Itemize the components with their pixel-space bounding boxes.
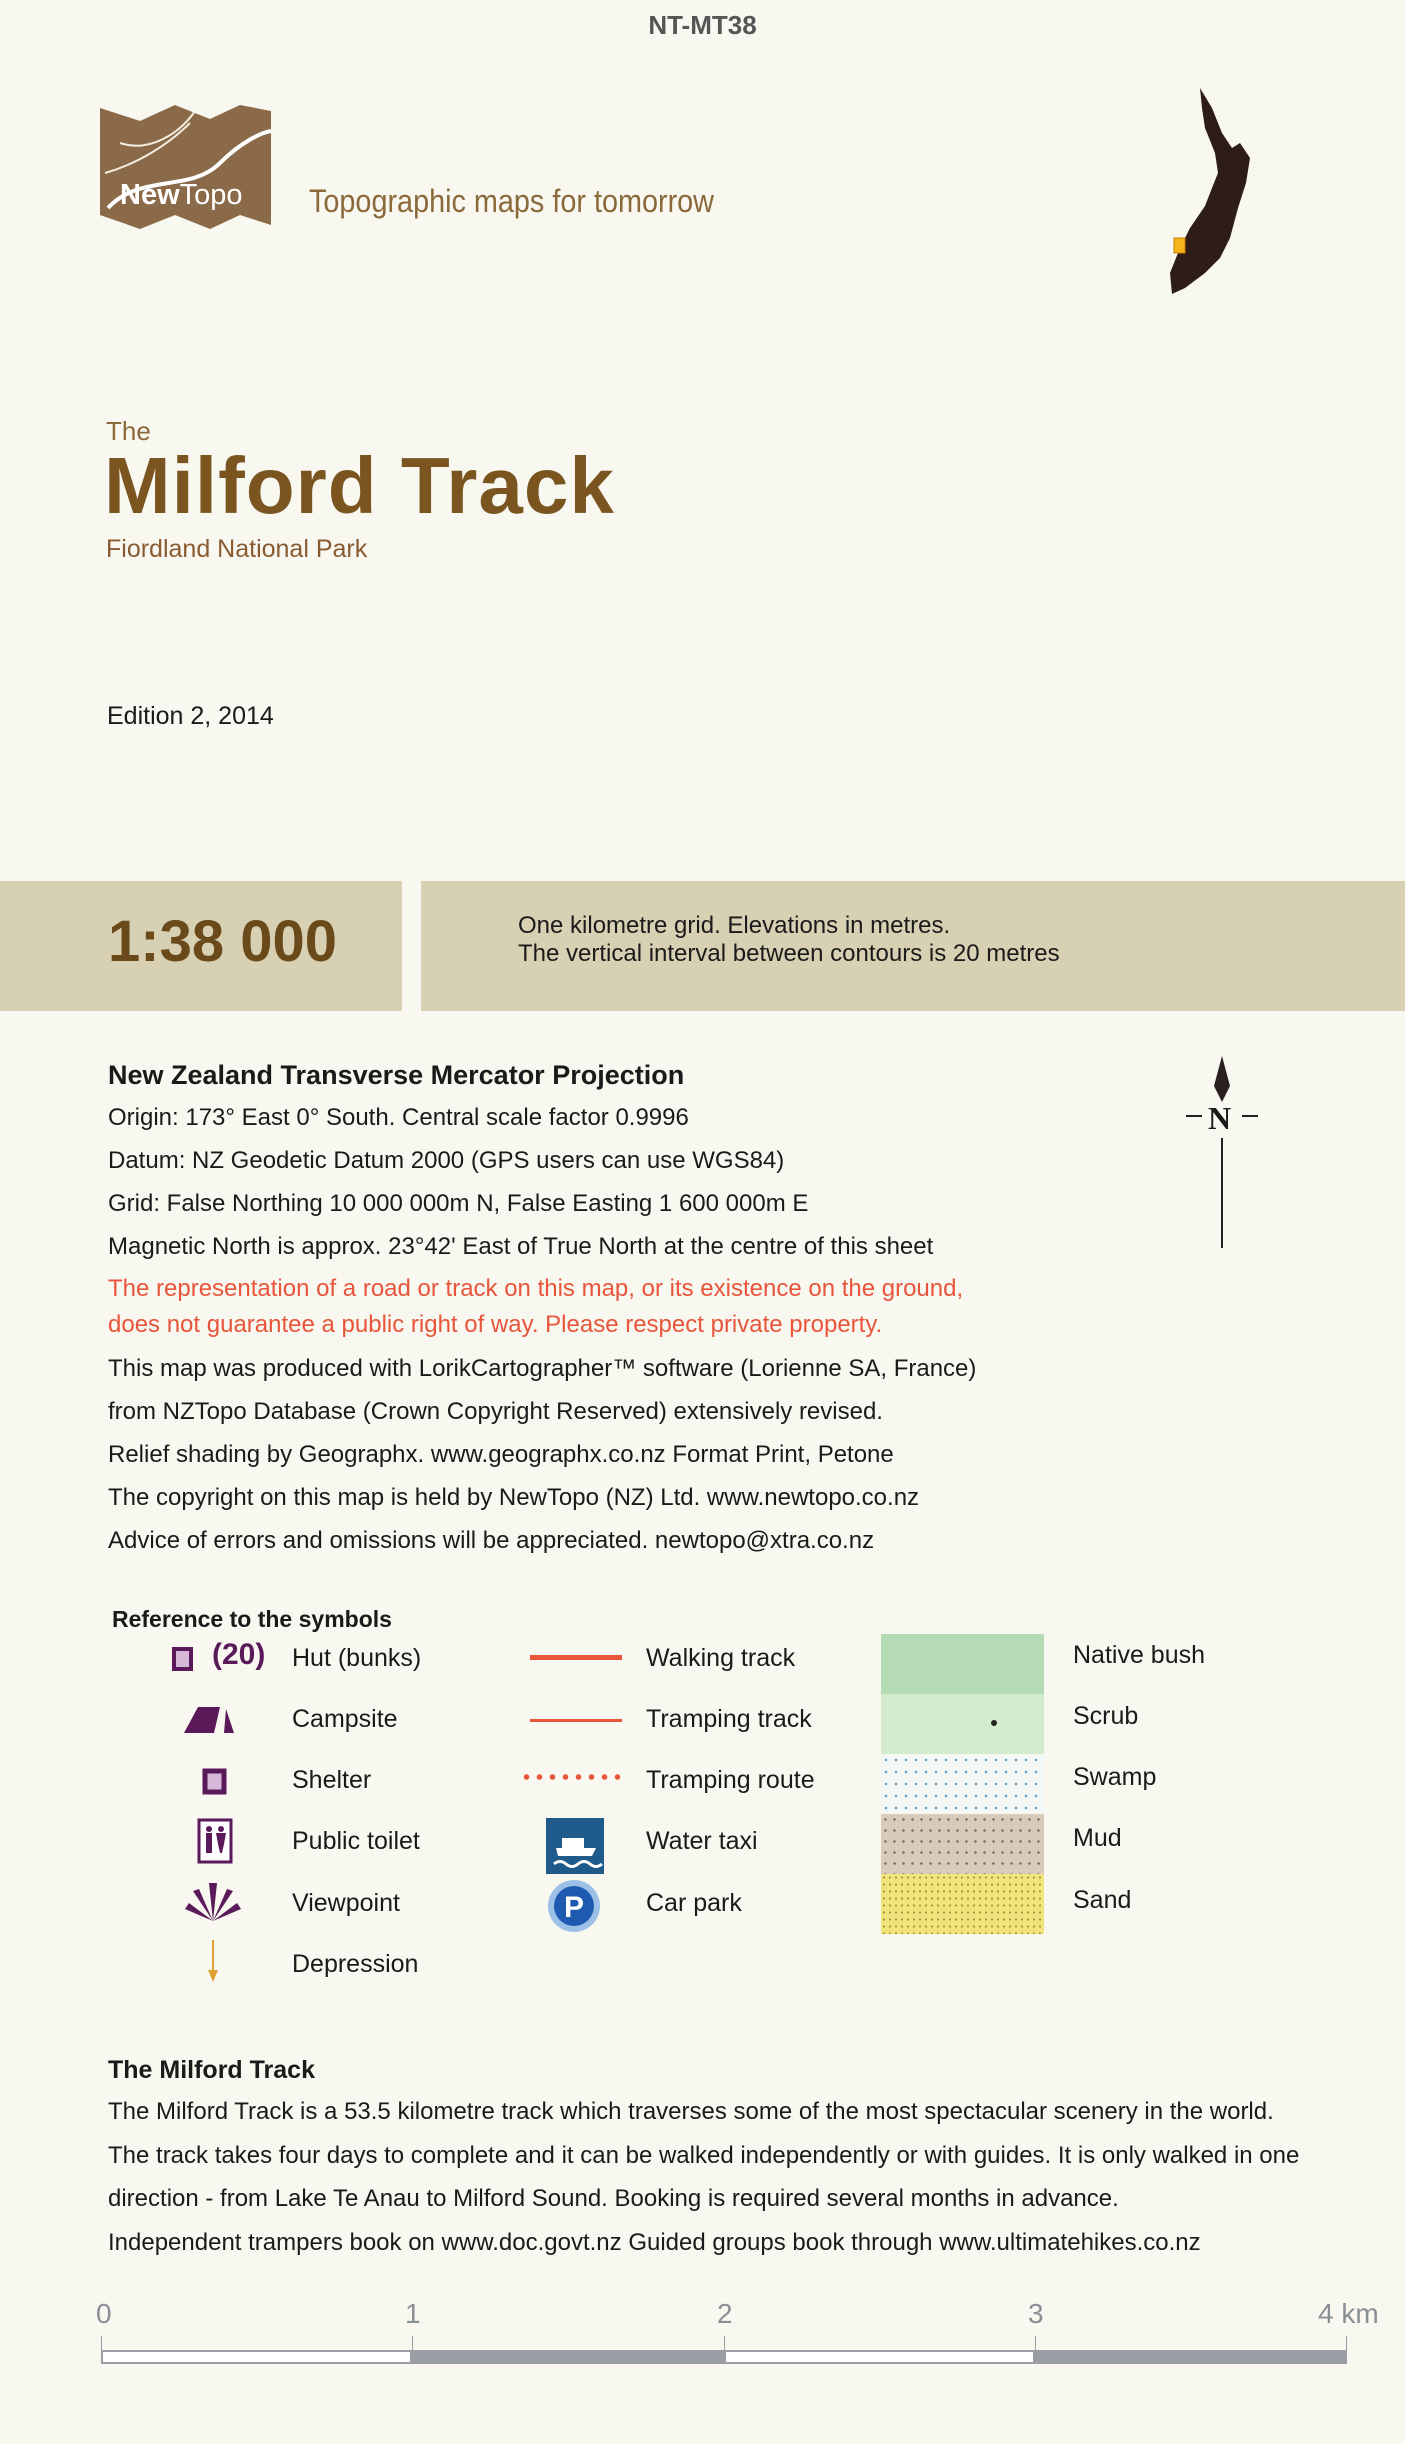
public-toilet-icon <box>197 1818 233 1869</box>
campsite-icon <box>184 1705 242 1740</box>
native-bush-swatch <box>881 1634 1044 1694</box>
projection-line: Grid: False Northing 10 000 000m N, False Easting 1 600 000m E <box>108 1190 809 1217</box>
scalebar-label: 4 km <box>1318 2298 1379 2329</box>
right-of-way-warning: does not guarantee a public right of way. Please respect private property. <box>108 1311 883 1338</box>
hut-bunks-count: (20) <box>212 1638 266 1671</box>
credit-line: from NZTopo Database (Crown Copyright Reserved) extensively revised. <box>108 1398 883 1425</box>
north-line <box>1221 1138 1223 1248</box>
about-line: The track takes four days to complete and it can be walked independently or with guides. It is only walked in one <box>108 2141 1300 2169</box>
hut-icon <box>172 1647 194 1676</box>
tramping-route-line <box>520 1774 624 1780</box>
legend-viewpoint-label: Viewpoint <box>292 1889 400 1917</box>
legend-water-taxi-label: Water taxi <box>646 1827 758 1855</box>
projection-line: Magnetic North is approx. 23°42' East of True North at the centre of this sheet <box>108 1233 934 1260</box>
credit-line: The copyright on this map is held by NewTopo (NZ) Ltd. www.newtopo.co.nz <box>108 1484 920 1511</box>
legend-sand-label: Sand <box>1073 1886 1132 1914</box>
credit-line: This map was produced with LorikCartographer™ software (Lorienne SA, France) <box>108 1355 977 1382</box>
scalebar-segment <box>1035 2350 1347 2364</box>
scalebar-label: 2 <box>717 2298 733 2329</box>
projection-line: Datum: NZ Geodetic Datum 2000 (GPS users can use WGS84) <box>108 1147 785 1174</box>
legend-heading: Reference to the symbols <box>112 1606 392 1632</box>
new-zealand-locator-map <box>1160 88 1300 294</box>
legend-scrub-label: Scrub <box>1073 1702 1139 1730</box>
scalebar-label: 1 <box>405 2298 421 2329</box>
depression-icon <box>206 1940 220 1989</box>
legend-tramping-route-label: Tramping route <box>646 1766 815 1794</box>
legend-car-park-label: Car park <box>646 1889 742 1917</box>
right-of-way-warning: The representation of a road or track on this map, or its existence on the ground, <box>108 1275 964 1302</box>
projection-line: Origin: 173° East 0° South. Central scale factor 0.9996 <box>108 1104 689 1131</box>
walking-track-line <box>530 1655 622 1660</box>
title-prefix: The <box>106 416 151 446</box>
legend-toilet-label: Public toilet <box>292 1827 420 1855</box>
scalebar-label: 3 <box>1028 2298 1044 2329</box>
grid-info-line: One kilometre grid. Elevations in metres. <box>518 912 951 939</box>
scrub-swatch <box>881 1694 1044 1754</box>
water-taxi-icon <box>546 1818 604 1874</box>
projection-info <box>108 1096 976 1562</box>
tramping-track-line <box>530 1719 622 1722</box>
tagline: Topographic maps for tomorrow <box>309 183 714 219</box>
about-line: Independent trampers book on www.doc.govt.nz Guided groups book through www.ultimatehikes.co.nz <box>108 2228 1201 2256</box>
sand-swatch <box>881 1874 1044 1934</box>
legend-native-bush-label: Native bush <box>1073 1641 1206 1669</box>
map-title: Milford Track <box>104 441 615 530</box>
north-label: N <box>1208 1100 1232 1136</box>
about-line: The Milford Track is a 53.5 kilometre track which traverses some of the most spectacular scenery in the world. <box>108 2098 1274 2125</box>
newtopo-logo <box>100 103 271 231</box>
legend-swamp-label: Swamp <box>1073 1763 1157 1791</box>
credit-line: Advice of errors and omissions will be appreciated. newtopo@xtra.co.nz <box>108 1527 875 1554</box>
about-line: direction - from Lake Te Anau to Milford Sound. Booking is required several months in advance. <box>108 2185 1119 2212</box>
scale-bar <box>101 2350 1347 2364</box>
north-arrow <box>1180 1052 1264 1252</box>
contour-info-line: The vertical interval between contours is 20 metres <box>518 940 1060 967</box>
legend-shelter-label: Shelter <box>292 1766 372 1794</box>
map-subtitle: Fiordland National Park <box>106 535 368 563</box>
map-scale: 1:38 000 <box>108 909 337 974</box>
grid-info <box>518 912 1060 968</box>
about-text <box>108 2090 1299 2264</box>
swamp-swatch <box>881 1754 1044 1814</box>
svg-text:P: P <box>563 1891 585 1924</box>
shelter-icon <box>202 1768 228 1801</box>
logo-text: NewTopo <box>120 179 243 211</box>
edition: Edition 2, 2014 <box>107 702 274 730</box>
legend-mud-label: Mud <box>1073 1824 1122 1852</box>
legend-tramping-track-label: Tramping track <box>646 1705 812 1733</box>
credit-line: Relief shading by Geographx. www.geographx.co.nz Format Print, Petone <box>108 1441 894 1468</box>
legend-walking-track-label: Walking track <box>646 1644 796 1672</box>
legend-hut-label: Hut (bunks) <box>292 1644 422 1672</box>
about-heading: The Milford Track <box>108 2056 315 2084</box>
legend-depression-label: Depression <box>292 1950 419 1978</box>
legend-campsite-label: Campsite <box>292 1705 398 1733</box>
projection-heading: New Zealand Transverse Mercator Projection <box>108 1060 685 1090</box>
scalebar-segment <box>412 2350 724 2364</box>
scalebar-label: 0 <box>96 2298 112 2329</box>
mud-swatch <box>881 1814 1044 1874</box>
scalebar-segment <box>724 2350 1035 2364</box>
viewpoint-icon <box>183 1883 243 1928</box>
sheet-code: NT-MT38 <box>648 10 757 40</box>
car-park-icon <box>546 1878 602 1939</box>
scalebar-segment <box>101 2350 412 2364</box>
